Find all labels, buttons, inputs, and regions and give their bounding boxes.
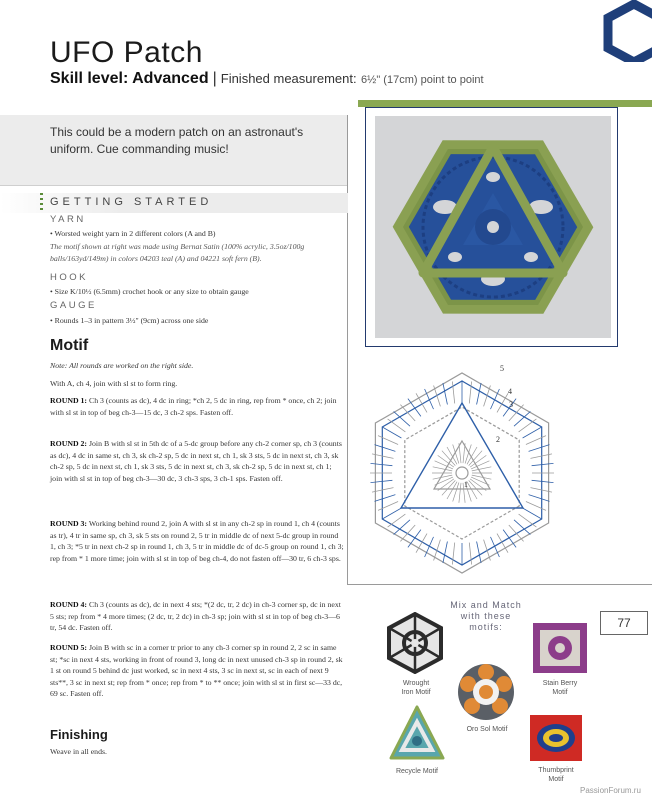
yarn-heading: YARN [50, 214, 86, 225]
chart-stitch-mark [526, 436, 546, 445]
finishing-text: Weave in all ends. [50, 747, 107, 756]
chart-label-1: 1 [464, 480, 468, 489]
stain-berry-caption: Stain Berry Motif [542, 680, 578, 696]
chart-stitch-mark [434, 386, 441, 407]
chart-stitch-mark [477, 542, 482, 564]
motif-note: Note: All rounds are worked on the right side. [50, 361, 194, 370]
hook-item: • Size K/10½ (6.5mm) crochet hook or any size to obtain gauge [50, 287, 249, 296]
chart-stitch-mark [371, 480, 393, 482]
chart-stitch-mark [509, 525, 524, 541]
chart-stitch-mark [523, 508, 542, 519]
chart-stitch-mark [523, 427, 542, 438]
chart-stitch-mark [434, 540, 441, 561]
chart-stitch-mark [529, 445, 550, 452]
ufo-patch-photo [375, 116, 611, 338]
chart-stitch-mark [382, 427, 401, 438]
gauge-heading: GAUGE [50, 300, 97, 311]
mix-and-match-title: Mix and Match with these motifs: [450, 600, 522, 632]
measurement-value: 6½" (17cm) point to point [361, 74, 484, 86]
getting-started-heading: GETTING STARTED [50, 196, 213, 208]
thumbprint-caption: Thumbprint Motif [538, 767, 574, 783]
chart-inner-stitch-mark [459, 443, 461, 463]
round-5: ROUND 5: Join B with sc in a corner tr prior to any ch-3 corner sp in round 2, 2 sc in same st; *sc in next 4 sts, working in front of round 3, long dc in next unused ch-3 sp in round 2, sk 1 st on round 5 behind dc just worked, sc in next 4 sts, 3 sc in next st, sc in each of next 9 sts**, 3 sc in next st; rep from * once; rep from * to ** once; join with sl st in first sc—33 dc, 69 sc. Fasten off. [50, 643, 343, 698]
chart-center-ring [456, 467, 468, 479]
chart-stitch-mark [503, 530, 516, 548]
chart-label-3: 3 [509, 400, 513, 409]
chart-stitch-mark [371, 463, 393, 465]
chart-stitch-mark [519, 514, 537, 527]
round-4: ROUND 4: Ch 3 (counts as dc), dc in next 4 sts; *(2 dc, tr, 2 dc) in ch-3 corner sp, dc in next 5 sts; rep from * 4 more times; (2 dc, tr, 2 dc) in ch-3 sp; join with sl st in top of beg ch-3—6 tr, 54 dc. Fasten off. [50, 600, 341, 632]
thumbprint-motif-thumb [529, 714, 583, 762]
chart-stitch-mark [375, 445, 396, 452]
recycle-motif-thumb [388, 704, 446, 762]
stitch-chart [355, 360, 570, 582]
chart-stitch-mark [408, 399, 421, 417]
motif-start: With A, ch 4, join with sl st to form ring. [50, 379, 178, 388]
oro-sol-caption: Oro Sol Motif [466, 726, 508, 733]
stain-berry-motif-thumb [532, 622, 588, 674]
intro-text: This could be a modern patch on an astronaut's uniform. Cue commanding music! [50, 125, 304, 156]
page-title: UFO Patch [50, 36, 203, 69]
round-1: ROUND 1: Ch 3 (counts as dc), 4 dc in ring; *ch 2, 5 dc in ring, rep from * once, ch 2; join with sl st in top of beg ch-3—15 dc, 3 ch-2 sps. Fasten off. [50, 396, 337, 417]
motif-heading: Motif [50, 337, 89, 354]
yarn-note: The motif shown at right was made using Bernat Satin (100% acrylic, 3.5oz/100g balls/163yd/149m) in colors 04203 teal (A) and 04221 soft fern (B). [50, 242, 305, 263]
finishing-heading: Finishing [50, 727, 108, 742]
oro-sol-motif-thumb [456, 662, 516, 722]
chart-stitch-mark [477, 383, 482, 405]
chart-inner-stitch-mark [463, 443, 465, 463]
skill-measurement-row [50, 70, 484, 88]
chart-stitch-mark [408, 530, 421, 548]
chart-stitch-mark [400, 525, 415, 541]
chart-stitch-mark [378, 502, 398, 511]
chart-stitch-mark [378, 436, 398, 445]
recycle-caption: Recycle Motif [395, 768, 438, 775]
yarn-item: • Worsted weight yarn in 2 different colors (A and B) [50, 229, 216, 238]
chart-stitch-mark [532, 463, 554, 465]
chart-inner-stitch-mark [459, 483, 461, 503]
chart-stitch-mark [388, 514, 406, 527]
chart-stitch-mark [529, 495, 550, 502]
wrought-iron-caption: Wrought Iron Motif [401, 680, 431, 696]
wrought-iron-motif-thumb [385, 612, 445, 674]
chart-label-2: 2 [496, 435, 500, 444]
chart-stitch-mark [484, 540, 491, 561]
chart-stitch-mark [443, 383, 448, 405]
chart-stitch-mark [519, 419, 537, 432]
page-number: 77 [600, 611, 648, 635]
round-3: ROUND 3: Working behind round 2, join A with sl st in any ch-2 sp in round 1, ch 4 (counts as tr), 4 tr in same sp, ch 3, sk 5 sts on round 2, 5 tr in middle dc of next 5-dc group in round 1, ch 3; *5 tr in next ch-2 sp in round 1, ch 3, 5 tr in middle dc of dc-5 group on round 1, ch 3; rep from * 1 more time; join with sl st in top of beg ch-4, do not fasten off—30 tr, 6 ch-3 sps. [50, 519, 344, 563]
chart-stitch-mark [388, 419, 406, 432]
dotted-rule [40, 193, 43, 213]
chart-label-4: 4 [508, 387, 512, 396]
chart-round-2-triangle [401, 403, 523, 508]
chart-stitch-mark [532, 480, 554, 482]
gauge-item: • Rounds 1–3 in pattern 3½" (9cm) across one side [50, 316, 209, 325]
chart-label-5: 5 [500, 364, 504, 373]
chart-stitch-mark [484, 386, 491, 407]
skill-level: Skill level: Advanced [50, 70, 209, 87]
accent-bar [358, 100, 652, 107]
chart-round-4-hexagon [382, 381, 541, 565]
chart-inner-stitch-mark [453, 483, 459, 502]
chart-bottom-rule [347, 584, 652, 585]
chart-stitch-mark [443, 542, 448, 564]
measurement-label: Finished measurement: [220, 71, 357, 86]
column-divider [347, 115, 348, 585]
corner-hexagon-logo [600, 0, 652, 62]
watermark: PassionForum.ru [580, 786, 641, 795]
chart-stitch-mark [400, 405, 415, 421]
separator: | [212, 70, 217, 87]
hook-heading: HOOK [50, 272, 88, 283]
chart-stitch-mark [382, 508, 401, 519]
chart-stitch-mark [526, 502, 546, 511]
chart-stitch-mark [375, 495, 396, 502]
round-2: ROUND 2: Join B with sl st in 5th dc of a 5-dc group before any ch-2 corner sp, ch 3 (counts as dc), 4 dc in same st, ch 3, sk ch-2 sp, 5 dc in next st, ch 1, sk 3 sts, 5 dc in next st, ch 3, sk ch-2 sp, 5 dc in next st, ch 1, sk 3 sts, 5 dc in next st, ch 3, sk ch-2 sp, 5 dc in next st, ch 1; join with sl st in top of beg ch-3—30 dc, 3 ch-3 sps, 3 ch-1 sps. Fasten off. [50, 439, 342, 483]
